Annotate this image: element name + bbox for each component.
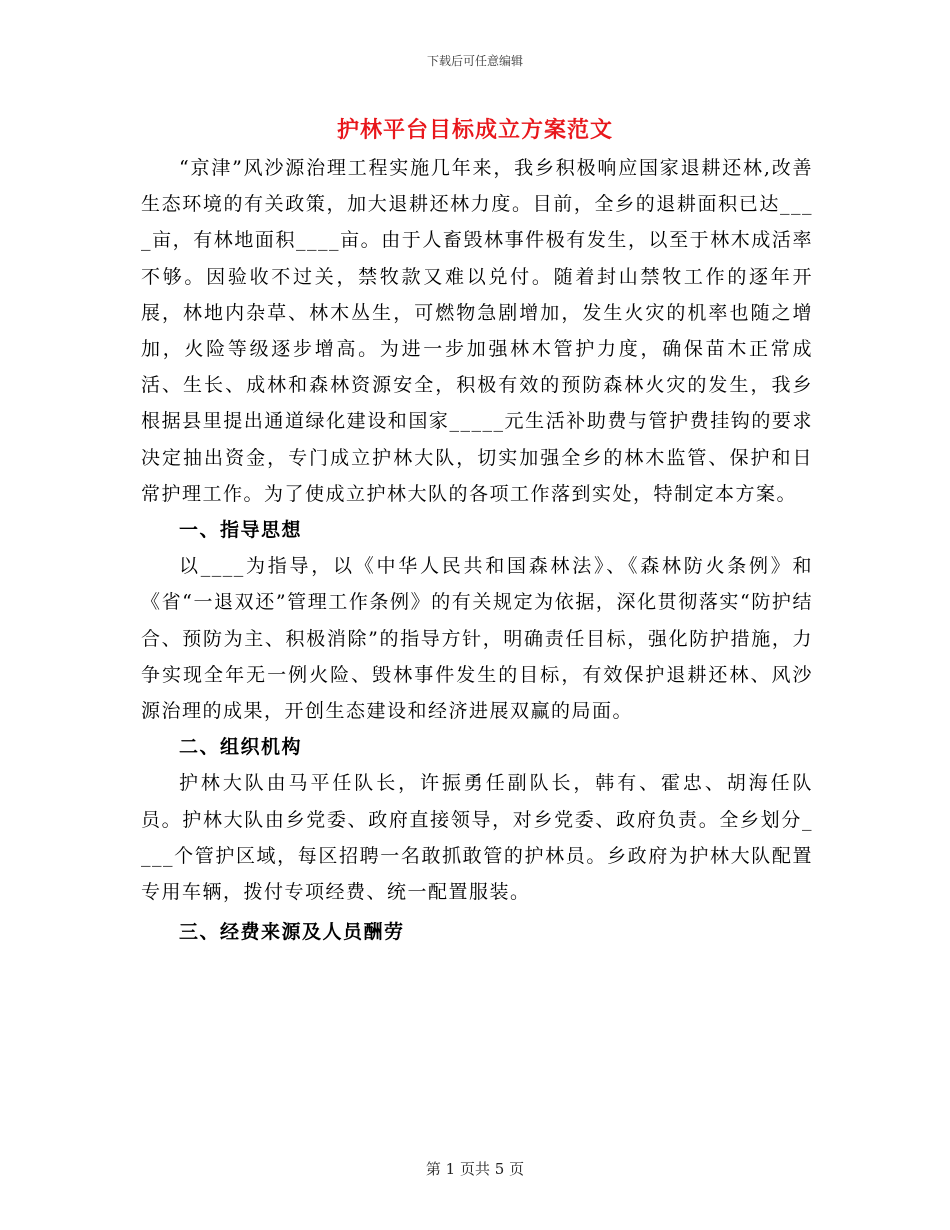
- page-header-note: 下载后可任意编辑: [426, 54, 523, 68]
- guiding-thought-paragraph: 以____为指导，以《中华人民共和国森林法》、《森林防火条例》和《省“一退双还”管理工作条例》的有关规定为依据，深化贯彻落实“防护结合、预防为主、积极消除”的指导方针，明确责任目标，强化防护措施，力争实现全年无一例火险、毁林事件发生的目标，有效保护退耕还林、风沙源治理的成果，开创生态建设和经济进展双赢的局面。: [141, 555, 813, 723]
- section-heading-guiding-thought: 一、指导思想: [179, 519, 303, 542]
- page-footer-pagination: 第 1 页共 5 页: [425, 1160, 525, 1178]
- intro-paragraph: “京津”风沙源治理工程实施几年来，我乡积极响应国家退耕还林,改善生态环境的有关政策，加大退耕还林力度。目前，全乡的退耕面积已达____亩，有林地面积____亩。由于人畜毁林事件极有发生，以至于林木成活率不够。因验收不过关，禁牧款又难以兑付。随着封山禁牧工作的逐年开展，林地内杂草、林木丛生，可燃物急剧增加，发生火灾的机率也随之增加，火险等级逐步增高。为进一步加强林木管护力度，确保苗木正常成活、生长、成林和森林资源安全，积极有效的预防森林火灾的发生，我乡根据县里提出通道绿化建设和国家_____元生活补助费与管护费挂钩的要求决定抽出资金，专门成立护林大队，切实加强全乡的林木监管、保护和日常护理工作。为了使成立护林大队的各项工作落到实处，特制定本方案。: [141, 157, 813, 505]
- section-heading-funding: 三、经费来源及人员酬劳: [179, 921, 405, 944]
- organization-paragraph: 护林大队由马平任队长，许振勇任副队长，韩有、霍忠、胡海任队员。护林大队由乡党委、政府直接领导，对乡党委、政府负责。全乡划分____个管护区域，每区招聘一名敢抓敢管的护林员。乡政府为护林大队配置专用车辆，拨付专项经费、统一配置服装。: [141, 772, 813, 904]
- document-body: [141, 150, 813, 950]
- section-heading-organization: 二、组织机构: [179, 736, 303, 759]
- document-title: 护林平台目标成立方案范文: [336, 118, 613, 143]
